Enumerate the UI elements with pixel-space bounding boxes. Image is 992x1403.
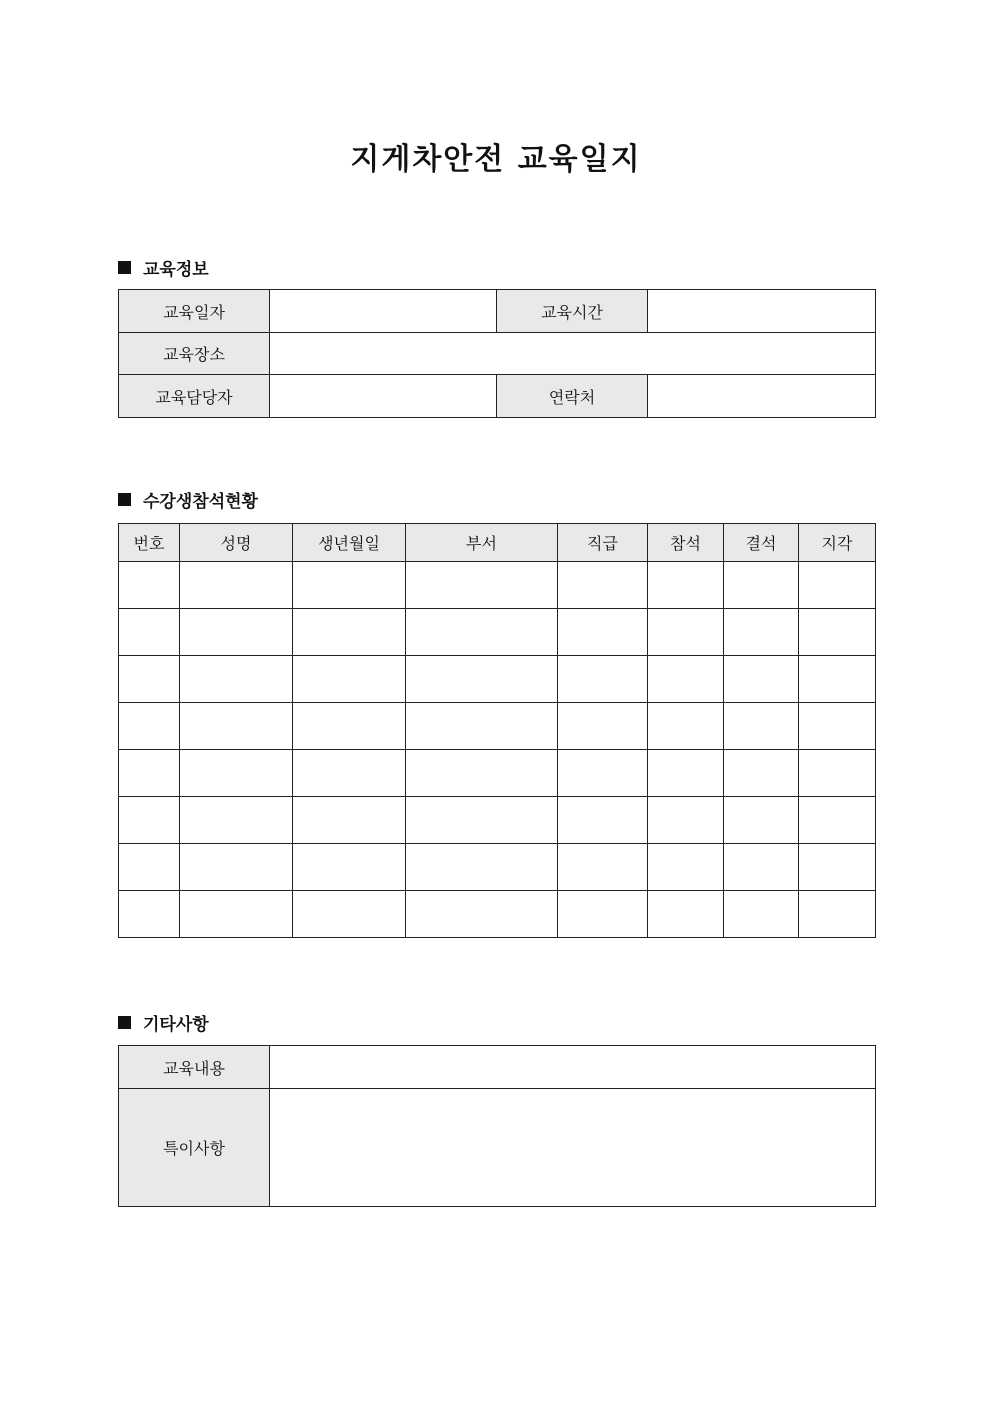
attendance-cell[interactable] [293, 844, 406, 891]
attendance-cell[interactable] [293, 703, 406, 750]
table-row [119, 750, 876, 797]
time-field[interactable] [648, 290, 876, 333]
attendance-cell[interactable] [648, 891, 724, 938]
attendance-cell[interactable] [406, 703, 558, 750]
attendance-cell[interactable] [119, 891, 180, 938]
attendance-cell[interactable] [119, 750, 180, 797]
attendance-cell[interactable] [799, 797, 876, 844]
col-header-department: 부서 [406, 524, 558, 562]
attendance-cell[interactable] [406, 891, 558, 938]
content-label: 교육내용 [119, 1046, 270, 1089]
attendance-cell[interactable] [406, 609, 558, 656]
attendance-cell[interactable] [406, 797, 558, 844]
attendance-cell[interactable] [648, 703, 724, 750]
col-header-birthdate: 생년월일 [293, 524, 406, 562]
attendance-cell[interactable] [119, 844, 180, 891]
attendance-cell[interactable] [558, 609, 648, 656]
attendance-cell[interactable] [724, 562, 799, 609]
info-row-manager [119, 375, 876, 418]
attendance-cell[interactable] [293, 562, 406, 609]
attendance-cell[interactable] [180, 891, 293, 938]
info-row-date [119, 290, 876, 333]
attendance-cell[interactable] [406, 844, 558, 891]
attendance-cell[interactable] [724, 656, 799, 703]
manager-label: 교육담당자 [119, 375, 270, 418]
attendance-cell[interactable] [119, 656, 180, 703]
attendance-cell[interactable] [180, 797, 293, 844]
attendance-cell[interactable] [180, 703, 293, 750]
date-label: 교육일자 [119, 290, 270, 333]
col-header-name: 성명 [180, 524, 293, 562]
attendance-cell[interactable] [180, 562, 293, 609]
contact-label: 연락처 [497, 375, 648, 418]
time-label: 교육시간 [497, 290, 648, 333]
attendance-cell[interactable] [180, 656, 293, 703]
contact-field[interactable] [648, 375, 876, 418]
other-table [118, 1045, 876, 1207]
attendance-cell[interactable] [293, 609, 406, 656]
attendance-cell[interactable] [648, 797, 724, 844]
content-field[interactable] [270, 1046, 876, 1089]
attendance-cell[interactable] [119, 797, 180, 844]
attendance-cell[interactable] [799, 562, 876, 609]
table-row [119, 562, 876, 609]
attendance-cell[interactable] [558, 750, 648, 797]
col-header-absent: 결석 [724, 524, 799, 562]
attendance-cell[interactable] [558, 656, 648, 703]
notes-field[interactable] [270, 1089, 876, 1207]
attendance-cell[interactable] [293, 891, 406, 938]
attendance-cell[interactable] [180, 609, 293, 656]
attendance-cell[interactable] [648, 609, 724, 656]
attendance-cell[interactable] [558, 703, 648, 750]
attendance-table [118, 523, 876, 938]
table-row [119, 703, 876, 750]
square-bullet-icon [118, 1016, 131, 1029]
col-header-position: 직급 [558, 524, 648, 562]
section-heading-info [118, 255, 209, 280]
section-heading-other [118, 1010, 209, 1035]
date-field[interactable] [270, 290, 497, 333]
attendance-cell[interactable] [558, 562, 648, 609]
attendance-cell[interactable] [119, 562, 180, 609]
attendance-cell[interactable] [648, 750, 724, 797]
attendance-cell[interactable] [799, 656, 876, 703]
attendance-header-row [119, 524, 876, 562]
table-row [119, 609, 876, 656]
attendance-cell[interactable] [558, 797, 648, 844]
col-header-present: 참석 [648, 524, 724, 562]
section-heading-info-text: 교육정보 [143, 260, 209, 280]
table-row [119, 844, 876, 891]
attendance-cell[interactable] [119, 703, 180, 750]
col-header-late: 지각 [799, 524, 876, 562]
page-title: 지게차안전 교육일지 [350, 142, 642, 177]
info-table [118, 289, 876, 418]
square-bullet-icon [118, 493, 131, 506]
manager-field[interactable] [270, 375, 497, 418]
section-heading-other-text: 기타사항 [143, 1015, 209, 1035]
other-row-notes [119, 1089, 876, 1207]
section-heading-attendance-text: 수강생참석현황 [143, 492, 258, 512]
attendance-cell[interactable] [799, 844, 876, 891]
attendance-cell[interactable] [724, 844, 799, 891]
attendance-cell[interactable] [180, 750, 293, 797]
attendance-cell[interactable] [119, 609, 180, 656]
attendance-cell[interactable] [180, 844, 293, 891]
attendance-cell[interactable] [799, 703, 876, 750]
attendance-cell[interactable] [799, 609, 876, 656]
attendance-cell[interactable] [293, 656, 406, 703]
attendance-body [119, 562, 876, 938]
attendance-cell[interactable] [293, 797, 406, 844]
place-label: 교육장소 [119, 333, 270, 375]
attendance-cell[interactable] [558, 844, 648, 891]
attendance-cell[interactable] [558, 891, 648, 938]
attendance-cell[interactable] [799, 891, 876, 938]
info-row-place [119, 333, 876, 375]
table-row [119, 891, 876, 938]
square-bullet-icon [118, 261, 131, 274]
attendance-cell[interactable] [648, 844, 724, 891]
attendance-cell[interactable] [406, 750, 558, 797]
col-header-number: 번호 [119, 524, 180, 562]
attendance-cell[interactable] [724, 750, 799, 797]
attendance-cell[interactable] [724, 891, 799, 938]
other-row-content [119, 1046, 876, 1089]
attendance-cell[interactable] [724, 609, 799, 656]
attendance-cell[interactable] [648, 562, 724, 609]
attendance-cell[interactable] [648, 656, 724, 703]
attendance-cell[interactable] [293, 750, 406, 797]
attendance-cell[interactable] [724, 797, 799, 844]
notes-label: 특이사항 [119, 1089, 270, 1207]
table-row [119, 656, 876, 703]
table-row [119, 797, 876, 844]
attendance-cell[interactable] [724, 703, 799, 750]
place-field[interactable] [270, 333, 876, 375]
attendance-cell[interactable] [799, 750, 876, 797]
attendance-cell[interactable] [406, 656, 558, 703]
section-heading-attendance [118, 487, 258, 512]
attendance-cell[interactable] [406, 562, 558, 609]
